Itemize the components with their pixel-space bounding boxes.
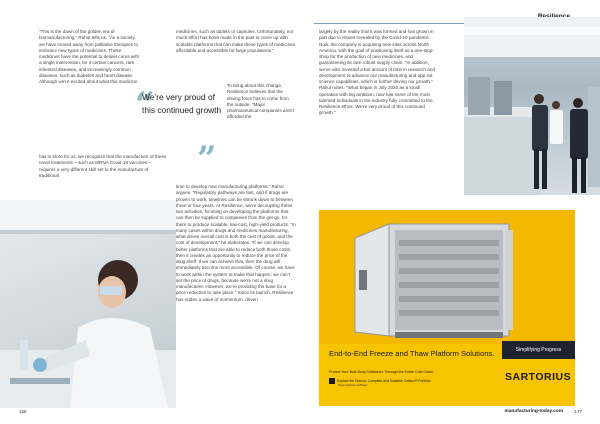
- ad-cta-text: Explore the Robust, Complete and Scalable Celsius® Portfolio: [337, 379, 431, 383]
- pull-quote-text: We’re very proud of this continued growth: [142, 92, 222, 115]
- ad-subline: Protect Your Bulk Drug Substance Through the Entire Cold Chain.: [329, 370, 434, 374]
- article-column-1-top: [39, 29, 141, 85]
- article-column-3: [319, 29, 437, 117]
- article-paragraph: largely by the reality that it was formed and has grown in part due to issues revealed by the Covid-19 pandemic. Now, the company is acquiring new sites across North America, with the goal of positioning itself as a one-stop-shop for the production of new medicines, and guaranteeing its own robust supply chain. “In addition, we’ve also invested a fair amount of time in research and development to advance our manufacturing and app sol science capabilities, which is further driving our growth,” Rahul notes. “What began in July 2020 as a small operation with big ambition, now has some of the most talented individuals in the industry fully committed to the Resilience ethos. We’re very proud of this continued growth.”: [319, 29, 435, 116]
- sartorius-advertisement[interactable]: [319, 210, 575, 406]
- article-column-2-bottom: [176, 184, 296, 303]
- qr-code-icon: [329, 378, 335, 384]
- page-number-right: 177: [574, 409, 582, 414]
- article-paragraph: has in store for us, we recognize that the manufacture of these novel treatments – such as MRNA Covid-19 vaccines – requires a very different skill set to the manufacture of traditional: [39, 154, 167, 178]
- open-quote-icon: “: [135, 85, 155, 125]
- article-paragraph: medicines, such as tablets or capsules. Unfortunately, not much effort has been made in the past to come up with scalable platforms that can make these types of medicines affordable and accessible for large populations.”: [176, 29, 295, 53]
- lab-workers-photo: [464, 17, 600, 195]
- ad-product-image: [319, 210, 575, 344]
- article-paragraph: time to develop new manufacturing platforms,” Rahul argues. “Regulatory pathways are fast, and if drugs are proven to work, timelines can be shrunk down to between three or four years. At Resilience, we’re decoupling these two activities, focusing on developing the platforms that can then be supplied to companies from the get-go, for them to produce scalable, low-cost, high-yield products. “In many cases within drugs and medicines manufacturing, what drives overall cost is both the cost of goods, and the cost of development,” he elaborates. “If we can develop better platforms that are able to reduce both those costs, then it creates an opportunity to reduce the price of the drug itself. If we can achieve that, then the drug will immediately become more accessible. Of course, we have to work within the system to make that happen; we can’t set the price of drugs, because we’re not a drug manufacturer. However, we’re providing the base for a price reduction to take place.” Since its launch, Resilience has ridden a wave of momentum, driven: [176, 184, 296, 302]
- article-column-2-top: [176, 29, 296, 54]
- freezer-cabinet-illustration: [319, 210, 575, 344]
- close-quote-icon: ”: [197, 139, 217, 179]
- ad-tagline-badge: Simplifying Progress: [502, 341, 575, 359]
- article-paragraph: “This is the dawn of the golden era of biomanufacturing,” Rahul tells us. “As a society, we have moved away from palliative therapies to embrace new types of medicines. These medicines have the potential to deliver cures with a single intervention, be it certain cancers, rare inherited diseases, and increasingly common diseases, such as diabetes and heart disease. Although we’re excited about what this medicine: [39, 29, 140, 84]
- lab-technician-photo: [0, 200, 176, 408]
- article-paragraph: To bring about this change, Resilience believes that the driving force has to come from the outside. “Major pharmaceutical companies aren’t afforded the: [227, 83, 295, 120]
- article-column-1-bottom: [39, 154, 167, 179]
- ad-url[interactable]: https://sartori.us/ffhaw: [338, 383, 368, 387]
- lab-workers-illustration: [464, 17, 600, 195]
- site-url[interactable]: manufacturing-today.com: [504, 409, 563, 414]
- article-column-2-mid: [227, 83, 296, 121]
- lab-technician-illustration: [0, 200, 176, 408]
- sartorius-logo: SARTORIUS: [505, 371, 572, 383]
- page-number-left: 126: [19, 409, 27, 414]
- ad-headline: End-to-End Freeze and Thaw Platform Solutions.: [329, 349, 495, 358]
